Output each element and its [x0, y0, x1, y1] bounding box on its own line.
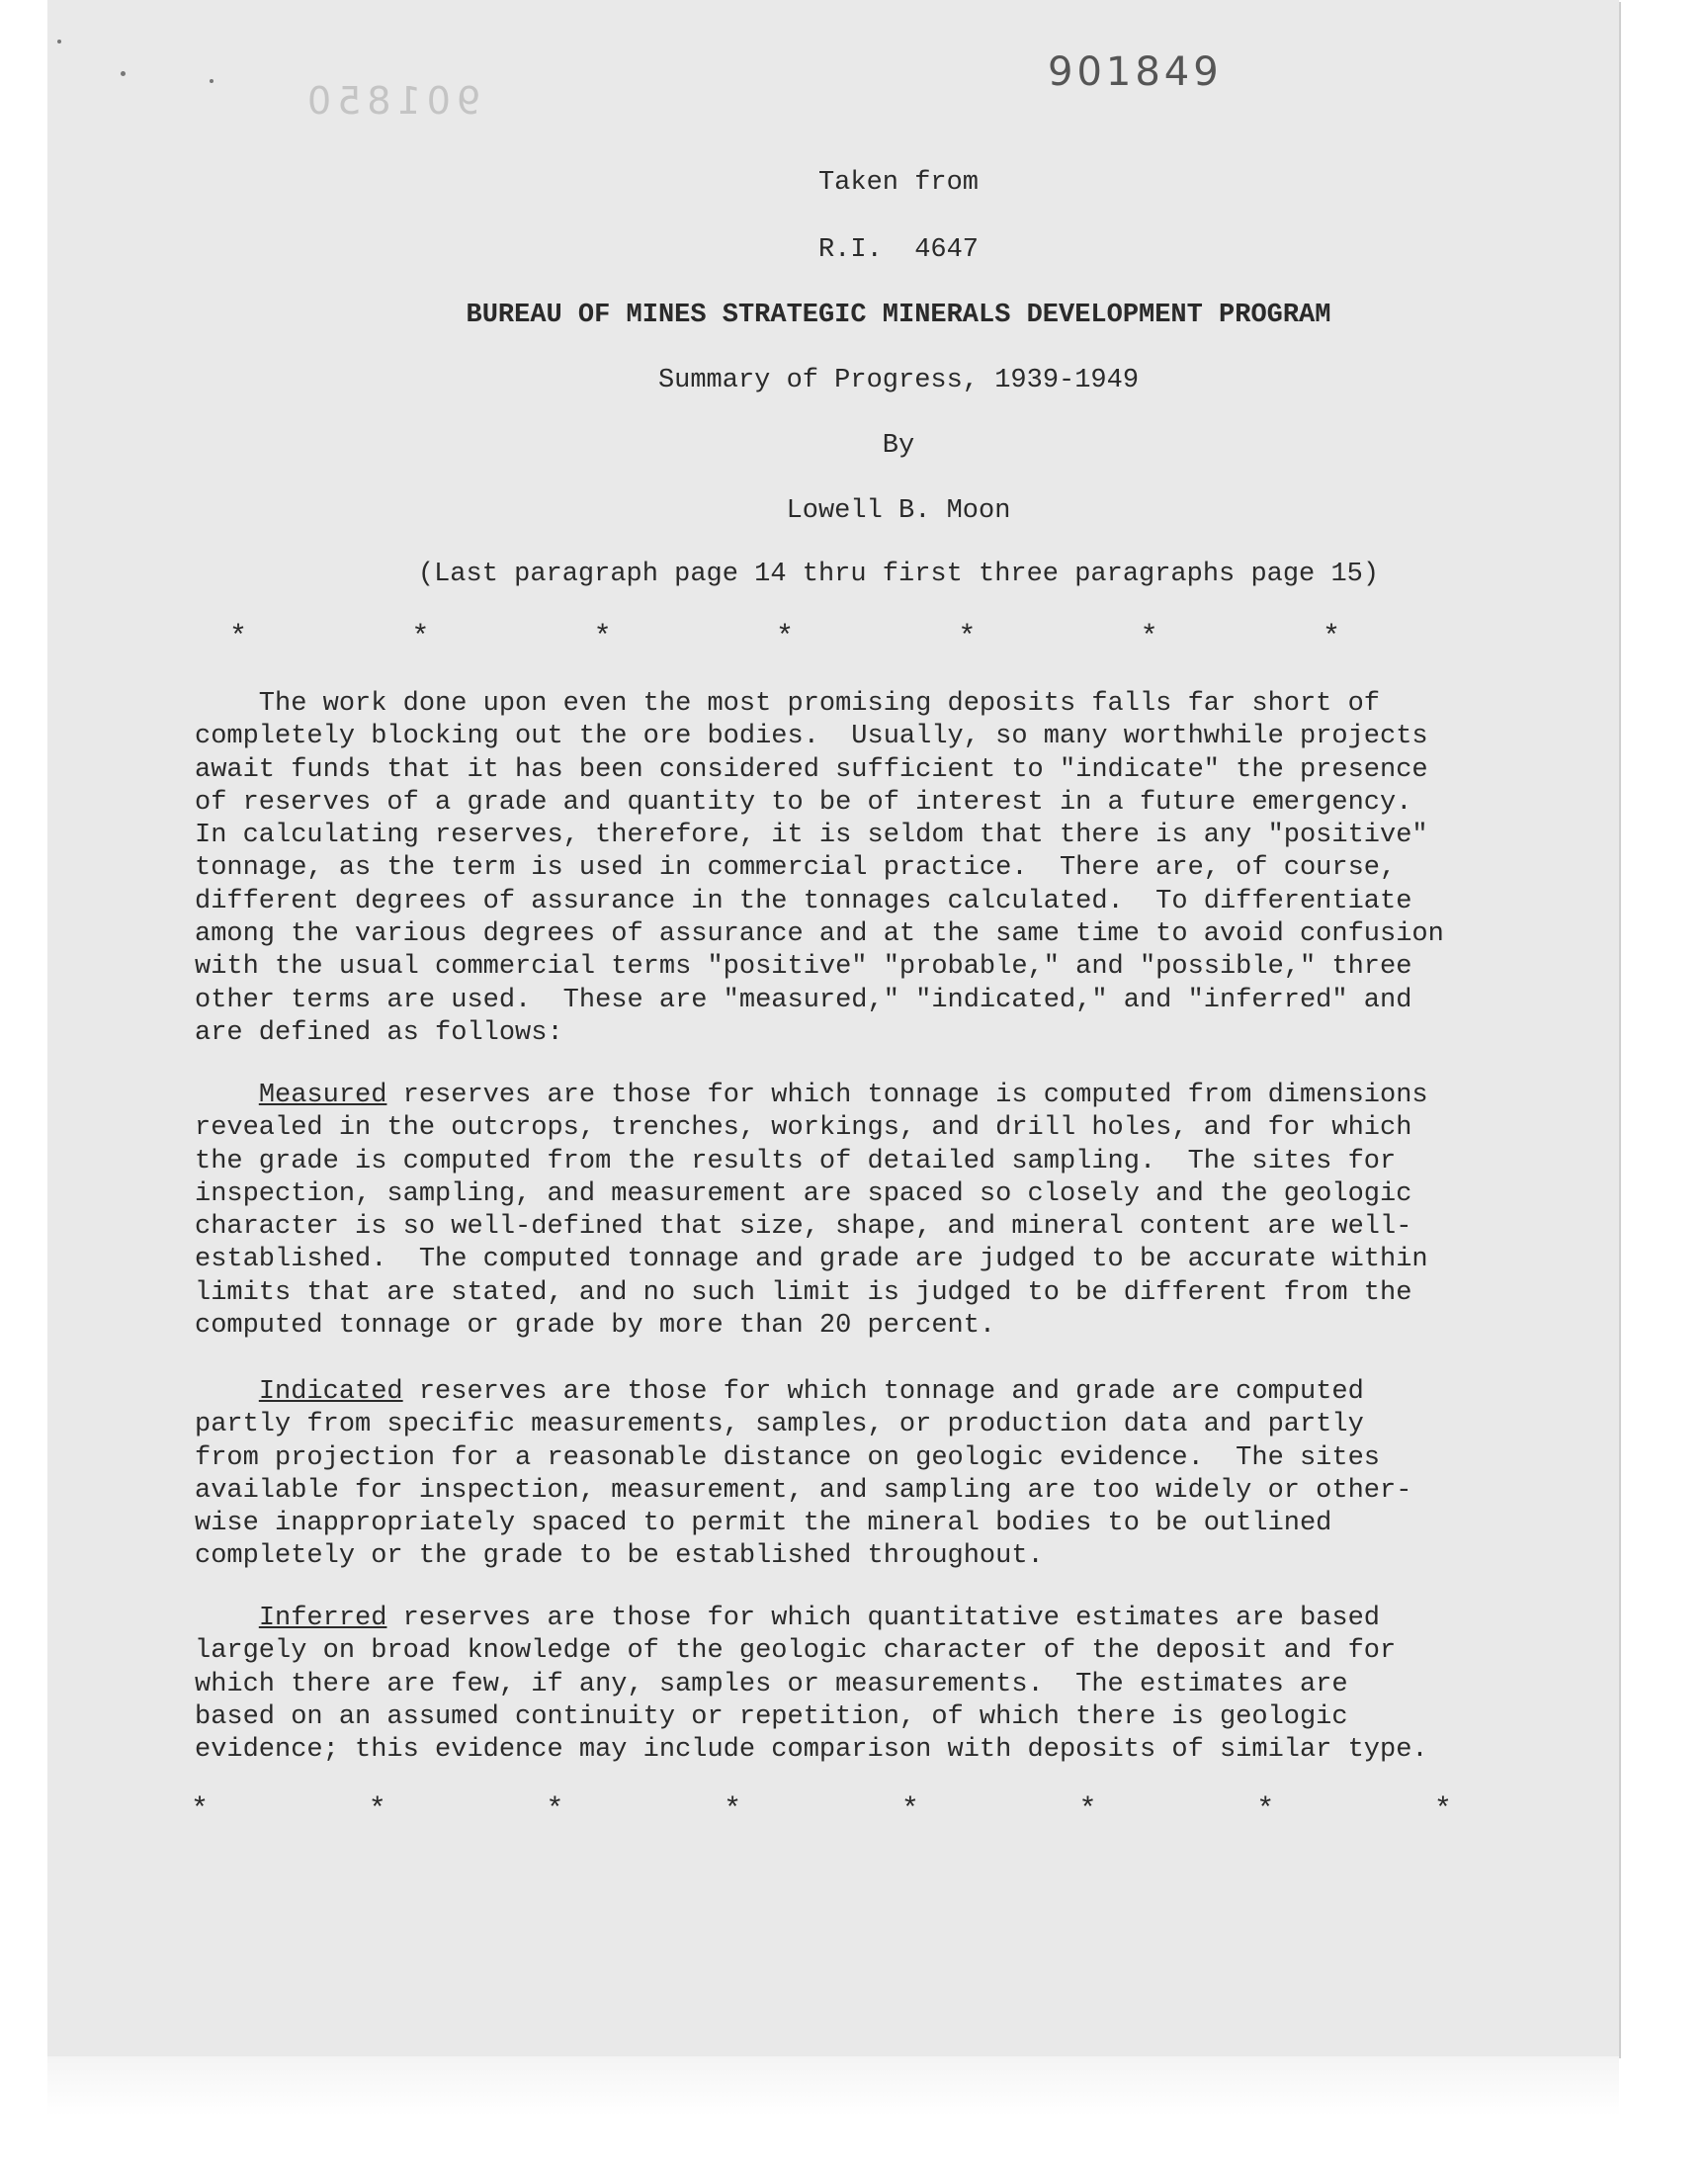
intro-paragraph: The work done upon even the most promising deposits falls far short of completely blocking out the ore bodies. Usually, so many worthwhile projects await funds that it has been considered sufficient to "indicate" the presence of reserves of a grade and quantity to be of interest in a future emergency. In calculating reserves, therefore, it is seldom that there is any "positive" tonnage, as the term is used in commercial practice. There are, of course, different degrees of assurance in the tonnages calculated. To differentiate among the various degrees of assurance and at the same time to avoid confusion with the usual commercial terms "positive" "probable," and "possible," three other terms are used. These are "measured," "indicated," and "inferred" and are defined as follows: — [195, 689, 1444, 1048]
separator-star: * — [593, 621, 612, 654]
report-number: R.I. 4647 — [817, 235, 980, 265]
separator-star: * — [1433, 1793, 1452, 1827]
indicated-paragraph — [195, 1376, 1490, 1574]
scan-speck — [57, 40, 61, 44]
scan-speck — [210, 79, 214, 83]
handwritten-page-number: 901849 — [1048, 49, 1223, 95]
inferred-term: Inferred — [258, 1604, 387, 1633]
separator-star: * — [1256, 1793, 1275, 1827]
summary-line: Summary of Progress, 1939-1949 — [657, 366, 1140, 395]
separator-star: * — [546, 1793, 564, 1827]
source-note: (Last paragraph page 14 thru first three paragraphs page 15) — [417, 560, 1380, 589]
scan-speck — [121, 71, 126, 76]
author-name: Lowell B. Moon — [786, 496, 1011, 526]
separator-star: * — [1140, 621, 1158, 654]
top-separator — [229, 621, 1340, 654]
separator-star: * — [368, 1793, 386, 1827]
indicated-definition: reserves are those for which tonnage and grade are computed partly from specific measurements, samples, or production data and partly from projection for a reasonable distance on geologic evidence. The sites available for inspection, measurement, and sampling are too widely or other- wise inappropriately spaced to permit the mineral bodies to be outlined completely or the grade to be established throughout. — [195, 1377, 1412, 1572]
scan-margin — [47, 2056, 1619, 2116]
measured-definition: reserves are those for which tonnage is computed from dimensions revealed in the outcrops, trenches, workings, and drill holes, and for which the grade is computed from the results of detailed sampling. The sites for inspection, sampling, and measurement are spaced so closely and the geologic character is so well-defined that size, shape, and mineral content are well- established. The computed tonnage and grade are judged to be accurate within limits that are stated, and no such limit is judged to be different from the computed tonnage or grade by more than 20 percent. — [195, 1081, 1428, 1342]
inferred-definition: reserves are those for which quantitative estimates are based largely on broad knowledge of the geologic character of the deposit and for which there are few, if any, samples or measurements. The estimates are based on an assumed continuity or repetition, of which there is geologic evidence; this evidence may include comparison with deposits of similar type. — [195, 1604, 1428, 1766]
separator-star: * — [1322, 621, 1340, 654]
program-title: BUREAU OF MINES STRATEGIC MINERALS DEVELOPMENT PROGRAM — [466, 301, 1331, 330]
measured-term: Measured — [258, 1081, 387, 1110]
separator-star: * — [958, 621, 977, 654]
inferred-paragraph — [195, 1603, 1490, 1767]
separator-star: * — [900, 1793, 919, 1827]
separator-star: * — [775, 621, 794, 654]
separator-star: * — [1078, 1793, 1097, 1827]
taken-from-line: Taken from — [817, 168, 980, 198]
separator-star: * — [411, 621, 430, 654]
bottom-separator — [191, 1793, 1452, 1827]
separator-star: * — [191, 1793, 210, 1827]
measured-paragraph — [195, 1080, 1490, 1343]
bleed-through-number: 901850 — [301, 79, 481, 123]
indicated-term: Indicated — [258, 1377, 403, 1407]
separator-star: * — [724, 1793, 742, 1827]
by-line: By — [882, 431, 915, 461]
separator-star: * — [229, 621, 248, 654]
